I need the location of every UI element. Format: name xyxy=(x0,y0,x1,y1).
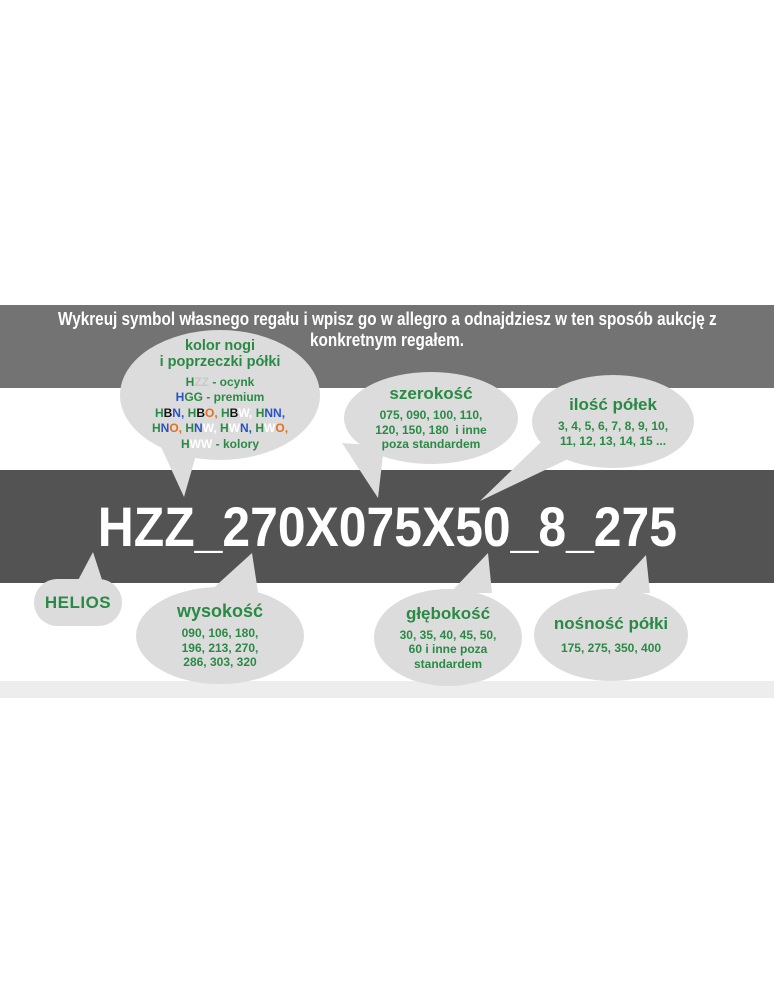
color-code-line xyxy=(152,375,288,391)
colored-segment: O, xyxy=(204,405,221,420)
color-code-line xyxy=(152,437,288,453)
colored-segment: H xyxy=(180,436,190,451)
text-line: 175, 275, 350, 400 xyxy=(560,641,662,656)
text-line: 11, 12, 13, 14, 15 ... xyxy=(559,433,667,448)
bubble-nosnosc-polki xyxy=(534,589,688,681)
text-line: 286, 303, 320 xyxy=(183,655,257,670)
colored-segment: N xyxy=(194,421,203,436)
colored-segment: - premium xyxy=(203,390,265,405)
tail-glebokosc xyxy=(450,553,492,593)
colored-segment: H xyxy=(255,421,265,436)
brand-label: HELIOS xyxy=(44,592,112,612)
colored-segment: H xyxy=(187,405,197,420)
bubble-kolor-nogi xyxy=(120,330,320,460)
bubble-ilosc-values xyxy=(558,419,668,448)
bubble-glebokosc xyxy=(374,589,522,686)
bubble-helios xyxy=(34,579,122,626)
bubble-szerokosc-values xyxy=(375,408,486,452)
colored-segment: W, xyxy=(202,421,221,436)
color-code-line xyxy=(152,390,288,406)
color-code-line xyxy=(152,421,288,437)
colored-segment: B xyxy=(229,405,239,420)
colored-segment: N, xyxy=(172,405,188,420)
colored-segment: H xyxy=(220,421,229,436)
bubble-szerokosc xyxy=(344,372,518,464)
text-line: 075, 090, 100, 110, xyxy=(379,408,483,423)
colored-segment: NN, xyxy=(264,405,286,420)
bubble-glebokosc-values xyxy=(400,628,497,672)
colored-segment: WW xyxy=(189,436,213,451)
colored-segment: GG xyxy=(184,390,203,405)
colored-segment: H xyxy=(151,421,161,436)
color-code-line xyxy=(152,406,288,422)
bubble-ilosc-polek xyxy=(532,375,694,468)
colored-segment: H xyxy=(255,405,265,420)
bubble-wysokosc-title: wysokość xyxy=(176,601,264,622)
text-line: 3, 4, 5, 6, 7, 8, 9, 10, xyxy=(557,419,669,433)
colored-segment: O, xyxy=(275,421,289,436)
colored-segment: W xyxy=(264,421,276,436)
color-code-list xyxy=(152,375,288,453)
colored-segment: H xyxy=(221,405,230,420)
colored-segment: H xyxy=(185,421,194,436)
bubble-nosnosc-values xyxy=(561,641,661,656)
text-line: 30, 35, 40, 45, 50, xyxy=(399,627,497,642)
bubble-wysokosc xyxy=(136,587,304,684)
bubble-glebokosc-title: głębokość xyxy=(405,603,491,623)
bubble-kolor-title xyxy=(160,338,281,370)
colored-segment: N, xyxy=(240,421,256,436)
product-code: HZZ_270X075X50_8_275 xyxy=(97,495,677,558)
text-line: Wykreuj symbol własnego regału i wpisz go w allegro a odnajdziesz w ten sposób aukcję z xyxy=(58,309,717,329)
colored-segment: H xyxy=(154,405,164,420)
colored-segment: N xyxy=(160,421,170,436)
bubble-wysokosc-values xyxy=(182,626,259,670)
colored-segment: - ocynk xyxy=(208,374,255,389)
colored-segment: W xyxy=(228,421,241,436)
bubble-ilosc-title: ilość półek xyxy=(569,395,657,414)
bubble-szerokosc-title: szerokość xyxy=(389,384,473,404)
colored-segment: W xyxy=(238,405,250,420)
tail-nosnosc xyxy=(611,555,650,593)
text-line: 120, 150, 180 i inne xyxy=(375,422,487,437)
text-line: i poprzeczki półki xyxy=(159,353,281,370)
text-line: standardem xyxy=(413,656,483,671)
colored-segment: O, xyxy=(169,421,186,436)
text-line: kolor nogi xyxy=(184,337,256,354)
text-line: poza standardem xyxy=(381,437,481,452)
text-line: konkretnym regałem. xyxy=(310,330,464,350)
colored-segment: H xyxy=(185,374,195,389)
text-line: 60 i inne poza xyxy=(408,642,488,657)
colored-segment: H xyxy=(175,390,185,405)
bubble-nosnosc-title: nośność półki xyxy=(553,614,669,634)
colored-segment: ZZ xyxy=(194,374,209,389)
text-line: 090, 106, 180, xyxy=(181,626,259,641)
text-line: 196, 213, 270, xyxy=(181,640,259,655)
colored-segment: , xyxy=(249,405,256,420)
colored-segment: B xyxy=(163,405,173,420)
colored-segment: B xyxy=(196,405,205,420)
colored-segment: - kolory xyxy=(212,436,259,451)
